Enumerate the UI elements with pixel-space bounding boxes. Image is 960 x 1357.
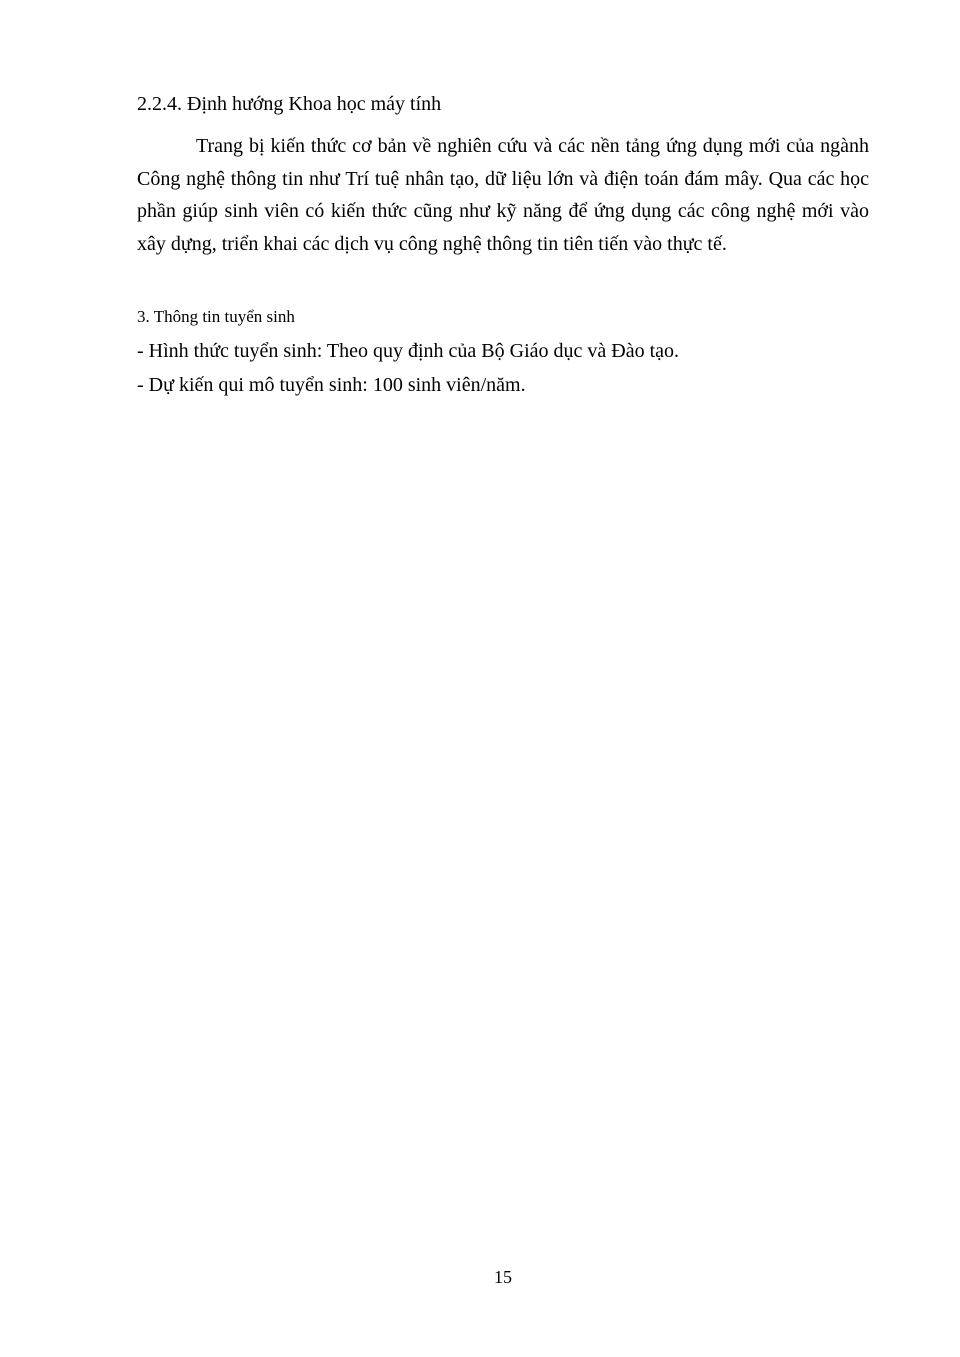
body-paragraph: Trang bị kiến thức cơ bản về nghiên cứu và các nền tảng ứng dụng mới của ngành Công nghệ thông tin như Trí tuệ nhân tạo, dữ liệu lớn và điện toán đám mây. Qua các học phần giúp sinh viên có kiến thức cũng như kỹ năng để ứng dụng các công nghệ mới vào xây dựng, triển khai các dịch vụ công nghệ thông tin tiên tiến vào thực tế. bbox=[137, 135, 869, 255]
page-number: 15 bbox=[494, 1267, 512, 1287]
bullet-item-admission-method bbox=[137, 338, 679, 364]
bullet-text: Theo quy định của Bộ Giáo dục và Đào tạo. bbox=[322, 340, 680, 362]
bullet-item-admission-quota bbox=[137, 372, 526, 398]
section-title: 3. Thông tin tuyển sinh bbox=[137, 307, 295, 326]
section-heading: 2.2.4. Định hướng Khoa học máy tính bbox=[137, 93, 442, 115]
bullet-label: - Dự kiến qui mô tuyển sinh: 100 sinh viên/năm. bbox=[137, 374, 526, 396]
bullet-label: - Hình thức tuyển sinh: bbox=[137, 340, 323, 362]
